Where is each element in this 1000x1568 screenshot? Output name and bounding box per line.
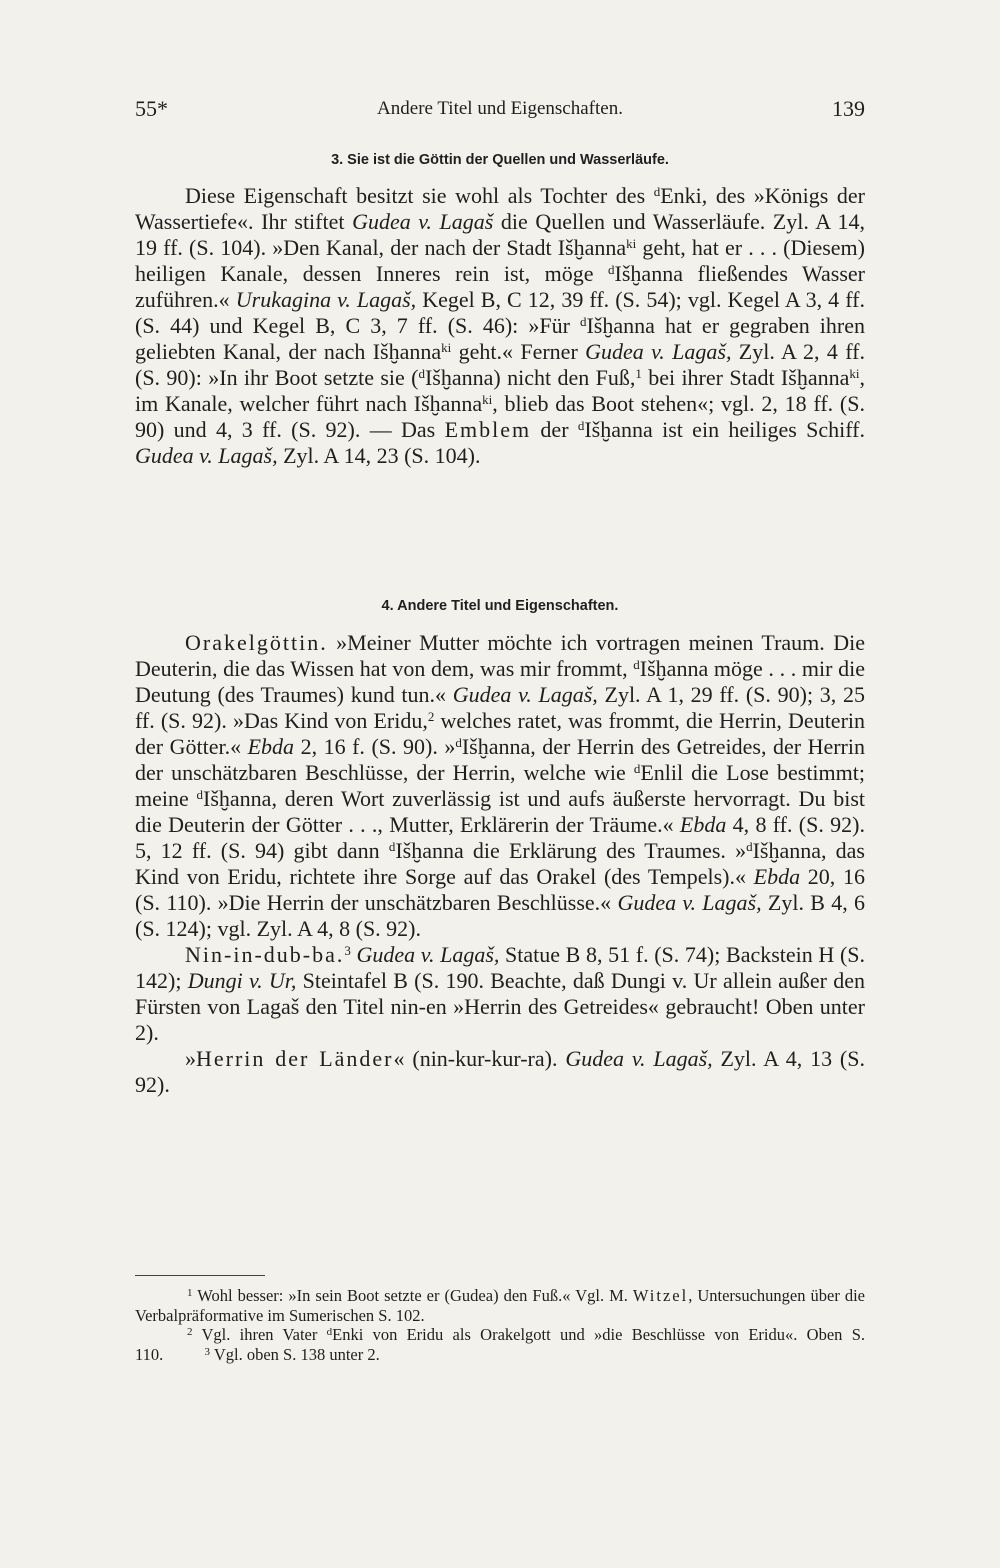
paragraph-herrin-der-laender: »Herrin der Länder« (nin-kur-kur-ra). Gudea v. Lagaš, Zyl. A 4, 13 (S. 92). <box>135 1046 865 1097</box>
section-4-heading: 4. Andere Titel und Eigenschaften. <box>381 598 619 614</box>
page-number: 139 <box>832 96 865 121</box>
page-label: 55* <box>135 96 168 121</box>
section-3-heading: 3. Sie ist die Göttin der Quellen und Wasserläufe. <box>331 152 669 168</box>
running-header <box>135 96 865 136</box>
footnote-divider <box>135 1275 265 1276</box>
footnote-ref-3[interactable]: 3 <box>344 943 351 958</box>
footnote-2-and-3: $^2$ Vgl. ihren Vater $^d$Enki von Eridu als Orakelgott und »die Beschlüsse von Eridu«. Oben S. 110. $^3$ Vgl. oben S. 138 unter 2. <box>135 1325 865 1364</box>
paragraph-nin-in-dub-ba: Nin-in-dub-ba.$^3$ Gudea v. Lagaš, Statue B 8, 51 f. (S. 74); Backstein H (S. 142); Dungi v. Ur, Steintafel B (S. 190. Beachte, daß Dungi v. Ur allein außer den Fürsten von Lagaš den Titel nin-en »Herrin des Getreides« gebraucht! Oben unter 2). <box>135 942 866 1045</box>
running-title: Andere Titel und Eigenschaften. <box>377 98 623 119</box>
footnote-ref-2[interactable]: 2 <box>427 709 435 724</box>
section-4-body <box>135 630 865 1098</box>
section-3-paragraph: Diese Eigenschaft besitzt sie wohl als Tochter des $^d$Enki, des »Königs der Wassertiefe«. Ihr stiftet Gudea v. Lagaš die Quellen und Wasserläufe. Zyl. A 14, 19 ff. (S. 104). »Den Kanal, der nach der Stadt Išḫanna$^{ki}$ geht, hat er . . . (Diesem) heiligen Kanale, dessen Inneres rein ist, möge $^d$Išḫanna fließendes Wasser zuführen.« Urukagina v. Lagaš, Kegel B, C 12, 39 ff. (S. 54); vgl. Kegel A 3, 4 ff. (S. 44) und Kegel B, C 3, 7 ff. (S. 46): »Für $^d$Išḫanna hat er gegraben ihren geliebten Kanal, der nach Išḫanna$^{ki}$ geht.« Ferner Gudea v. Lagaš, Zyl. A 2, 4 ff. (S. 90): »In ihr Boot setzte sie ($^d$Išḫanna) nicht den Fuß,$^1$ bei ihrer Stadt Išḫanna$^{ki}$, im Kanale, welcher führt nach Išḫanna$^{ki}$, blieb das Boot stehen«; vgl. 2, 18 ff. (S. 90) und 4, 3 ff. (S. 92). — Das Emblem der $^d$Išḫanna ist ein heiliges Schiff. Gudea v. Lagaš, Zyl. A 14, 23 (S. 104). <box>135 183 866 468</box>
footnotes <box>135 1286 865 1364</box>
section-3-body <box>135 183 865 469</box>
footnote-ref-1[interactable]: 1 <box>635 366 642 381</box>
footnote-1: $^1$ Wohl besser: »In sein Boot setzte er (Gudea) den Fuß.« Vgl. M. Witzel, Untersuchungen über die Verbalpräformative im Sumerischen S. 102. <box>135 1286 865 1325</box>
paragraph-orakelgoettin: Orakelgöttin. »Meiner Mutter möchte ich vortragen meinen Traum. Die Deuterin, die das Wissen hat von dem, was mir frommt, $^d$Išḫanna möge . . . mir die Deutung (des Traumes) kund tun.« Gudea v. Lagaš, Zyl. A 1, 29 ff. (S. 90); 3, 25 ff. (S. 92). »Das Kind von Eridu,$^2$ welches ratet, was frommt, die Herrin, Deuterin der Götter.« Ebda 2, 16 f. (S. 90). »$^d$Išḫanna, der Herrin des Getreides, der Herrin der unschätzbaren Beschlüsse, der Herrin, welche wie $^d$Enlil die Lose bestimmt; meine $^d$Išḫanna, deren Wort zuverlässig ist und aufs äußerste hervorragt. Du bist die Deuterin der Götter . . ., Mutter, Erklärerin der Träume.« Ebda 4, 8 ff. (S. 92). 5, 12 ff. (S. 94) gibt dann $^d$Išḫanna die Erklärung des Traumes. »$^d$Išḫanna, das Kind von Eridu, richtete ihre Sorge auf das Orakel (des Tempels).« Ebda 20, 16 (S. 110). »Die Herrin der unschätzbaren Beschlüsse.« Gudea v. Lagaš, Zyl. B 4, 6 (S. 124); vgl. Zyl. A 4, 8 (S. 92). <box>135 630 866 941</box>
